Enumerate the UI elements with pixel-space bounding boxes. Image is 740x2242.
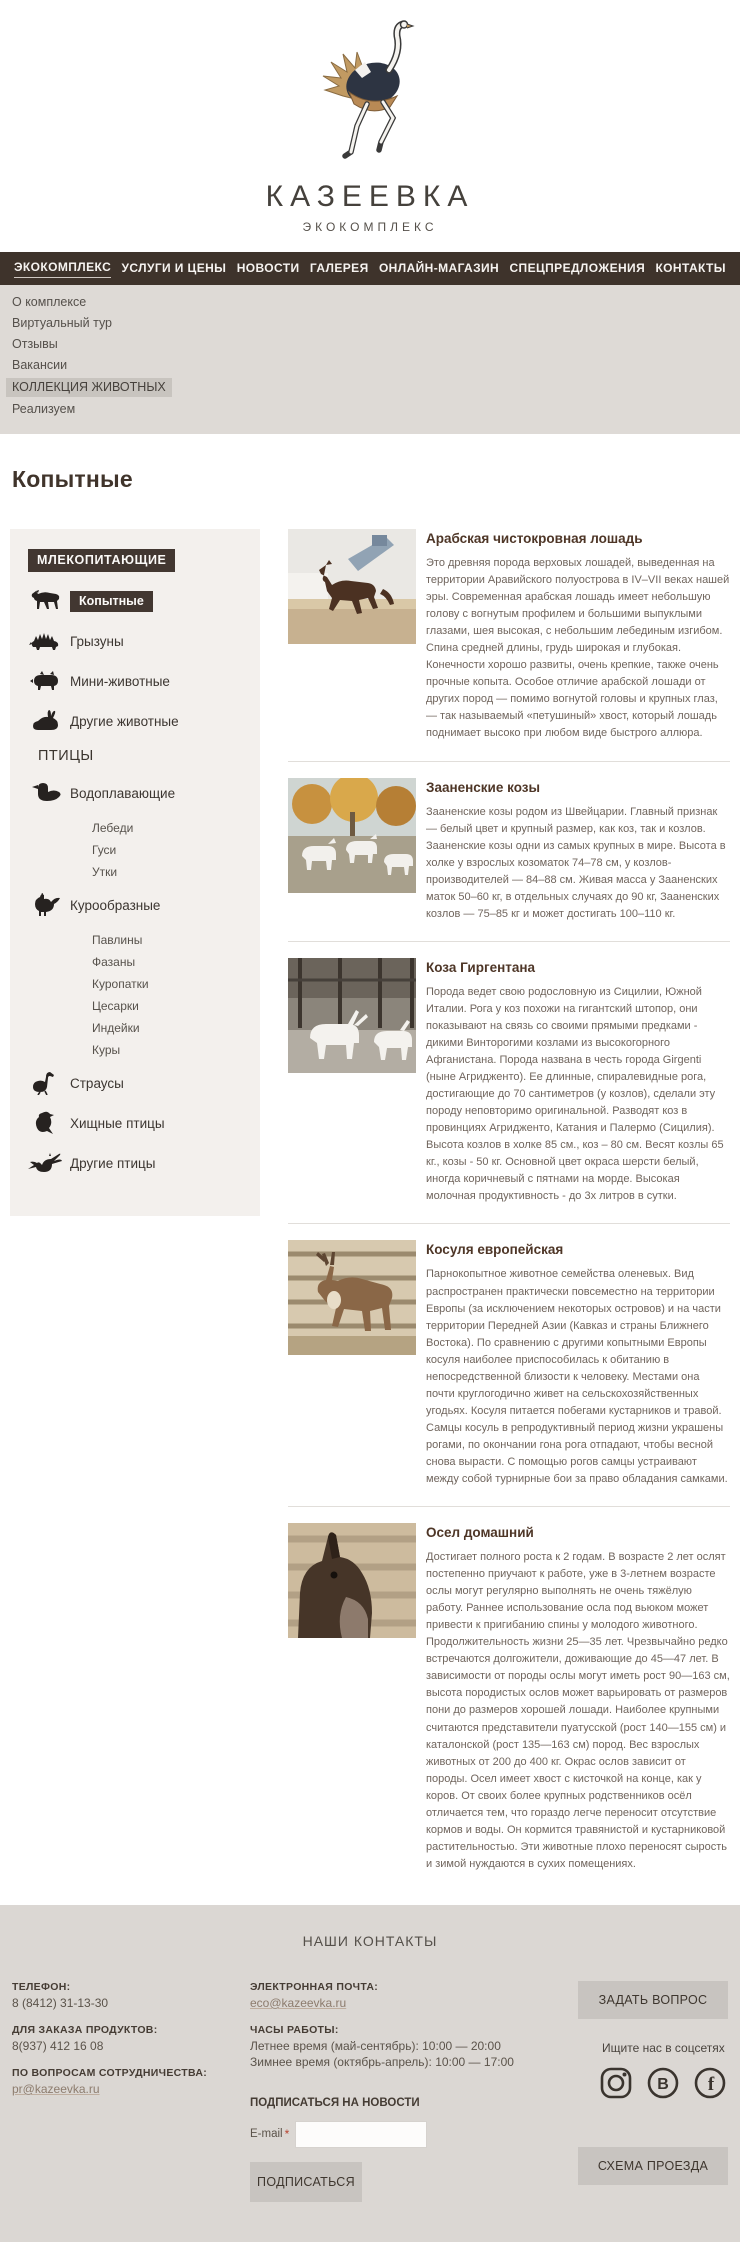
ostrich-beak: [407, 24, 413, 28]
sidebar-subitem-pheasants[interactable]: Фазаны: [92, 955, 136, 969]
subnav-item-vacancies[interactable]: Вакансии: [12, 358, 68, 372]
eagle-icon: [28, 1110, 62, 1136]
sub-nav: [0, 285, 740, 434]
animal-card-donkey: [288, 1523, 730, 1873]
card-title: Зааненские козы: [426, 779, 540, 795]
sidebar-item-label: Мини-животные: [70, 673, 170, 689]
site-header: [0, 0, 740, 252]
ostrich-icon: [28, 1070, 62, 1096]
girgentana-goat-photo: [288, 958, 416, 1073]
nav-item-ecocomplex[interactable]: ЭКОКОМПЛЕКС: [14, 260, 111, 278]
footer-heading: НАШИ КОНТАКТЫ: [302, 1932, 438, 1949]
animal-cards: [288, 529, 730, 1873]
subnav-item-virtual-tour[interactable]: Виртуальный тур: [12, 316, 112, 330]
animal-card-roe-deer: [288, 1240, 730, 1488]
sidebar-item-label: Другие птицы: [70, 1155, 156, 1171]
duck-icon: [28, 780, 62, 806]
subscribe-button[interactable]: ПОДПИСАТЬСЯ: [250, 2162, 362, 2202]
card-title: Арабская чистокровная лошадь: [426, 531, 643, 546]
hours-winter: Зимнее время (октябрь-апрель): 10:00 — 17:00: [250, 2054, 514, 2069]
divider: [288, 761, 730, 762]
nav-item-contacts[interactable]: КОНТАКТЫ: [655, 261, 726, 275]
required-marker: *: [284, 2127, 290, 2142]
footer-actions-column: [560, 1981, 728, 2202]
subscribe-block: [250, 2097, 560, 2202]
card-text: Достигает полного роста к 2 годам. В возрасте 2 лет ослят постепенно приучают к работе, уже в 3-летнем возрасте ослы могут регулярно выполнять не очень тяжёлую работу. Раннее использование осла под вьюком может привести к пригибанию спины у молодого животного. Продолжительность жизни 25—35 лет. Чрезвычайно редко встречаются долгожители, доживающие до 45—47 лет. В зависимости от породы ослы могут иметь рост 90—163 см, высота породистых ослов может варьировать от размеров пони до размеров хорошей лошади. Наиболее крупными считаются представители пуатусской (рост 140—155 см) и каталонской (рост 135—163 см) пород. Вес взрослых животных от 200 до 400 кг. Окрас ослов зависит от породы. Осел имеет хвост с кисточкой на конце, как у коров. От своих более крупных родственников осёл отличается тем, что гораздо легче переносит отсутствие кормов и воды. Он кормится травянистой и кустарниковой растительностью. Эти животные плохо переносят сырость и зимой нуждаются в сухих помещениях.: [426, 1551, 730, 1870]
sidebar-header-mammals[interactable]: МЛЕКОПИТАЮЩИЕ: [28, 549, 175, 572]
sidebar-subitem-geese[interactable]: Гуси: [92, 843, 117, 857]
sidebar-item-label: Хищные птицы: [70, 1115, 165, 1131]
animal-card-girgentana-goat: [288, 958, 730, 1206]
saanen-goats-photo: [288, 778, 416, 893]
order-label: ДЛЯ ЗАКАЗА ПРОДУКТОВ:: [12, 2023, 158, 2036]
sidebar-item-ungulates[interactable]: [28, 588, 260, 614]
sidebar: [10, 529, 260, 1216]
main-nav: [0, 252, 740, 285]
nav-item-shop[interactable]: ОНЛАЙН-МАГАЗИН: [378, 261, 500, 275]
sidebar-subitem-peacocks[interactable]: Павлины: [92, 933, 143, 947]
map-button[interactable]: СХЕМА ПРОЕЗДА: [578, 2147, 728, 2185]
sidebar-item-label: Копытные: [70, 591, 153, 612]
ostrich-head: [401, 21, 408, 28]
sidebar-item-other-animals[interactable]: [28, 708, 260, 734]
email-field-label: E-mail: [250, 2128, 283, 2141]
sidebar-item-waterfowl[interactable]: [28, 780, 260, 806]
social-icons: [598, 2065, 728, 2101]
sidebar-item-mini-animals[interactable]: [28, 668, 260, 694]
cooperation-label: ПО ВОПРОСАМ СОТРУДНИЧЕСТВА:: [12, 2066, 207, 2079]
pig-icon: [28, 668, 62, 694]
nav-item-offers[interactable]: СПЕЦПРЕДЛОЖЕНИЯ: [509, 261, 646, 275]
divider: [288, 1223, 730, 1224]
sidebar-item-rodents[interactable]: [28, 628, 260, 654]
sidebar-subitem-guinea-fowl[interactable]: Цесарки: [92, 999, 139, 1013]
phone-value: 8 (8412) 31-13-30: [12, 1995, 109, 2010]
sidebar-subitem-partridges[interactable]: Куропатки: [92, 977, 149, 991]
rabbit-icon: [28, 708, 62, 734]
ask-question-button[interactable]: ЗАДАТЬ ВОПРОС: [578, 1981, 728, 2019]
svg-text:f: f: [707, 2073, 715, 2095]
facebook-icon[interactable]: [692, 2065, 728, 2101]
card-text: Это древняя порода верховых лошадей, выведенная на территории Аравийского полуострова в IV–VII веках нашей эры. Современная арабская лошадь имеет небольшую голову с вогнутым профилем и большими выпуклыми глазами, шея высокая, с небольшим лебединым изгибом. Спина средней длины, грудь широкая и глубокая. Конечности хорошо развиты, очень крепкие, также очень прочные копыта. Особое отличие арабской лошади от других пород — помимо вогнутой головы и крупных глаз, — так называемый «петушиный» хвост, который лошадь поднимает высоко при любом виде быстрого аллюра.: [426, 557, 730, 740]
footer: [0, 1905, 740, 2242]
instagram-icon[interactable]: [598, 2065, 634, 2101]
nav-item-services[interactable]: УСЛУГИ И ЦЕНЫ: [121, 261, 227, 275]
nav-item-gallery[interactable]: ГАЛЕРЕЯ: [309, 261, 369, 275]
sidebar-subitem-swans[interactable]: Лебеди: [92, 821, 134, 835]
waterfowl-subitems: [92, 820, 260, 880]
sidebar-item-label: Страусы: [70, 1075, 124, 1091]
card-title: Косуля европейская: [426, 1242, 564, 1258]
sidebar-item-label: Другие животные: [70, 713, 179, 729]
sidebar-item-label: Грызуны: [70, 633, 124, 649]
donkey-photo: [288, 1523, 416, 1638]
card-text: Зааненские козы родом из Швейцарии. Главный признак — белый цвет и крупный размер, как коз, так и козлов. Зааненские козы одни из самых крупных в мире. Высота в холке у взрослых козоматок 74–78 см, у козлов-производителей — 84–88 см. Живая масса у Зааненских маток 50–60 кг, в отдельных случаях до 90 кг, Зааненских козлов — 75–85 кг и может достигать 100–110 кг.: [426, 805, 726, 920]
card-title: Осел домашний: [426, 1525, 534, 1541]
sidebar-item-ostriches[interactable]: [28, 1070, 260, 1096]
hours-label: ЧАСЫ РАБОТЫ:: [250, 2023, 339, 2036]
email-input[interactable]: [295, 2121, 427, 2148]
rooster-icon: [28, 892, 62, 918]
roe-deer-photo: [288, 1240, 416, 1355]
divider: [288, 1506, 730, 1507]
subnav-item-reviews[interactable]: Отзывы: [12, 337, 58, 351]
subscribe-heading: ПОДПИСАТЬСЯ НА НОВОСТИ: [250, 2096, 420, 2109]
footer-contacts-column: [12, 1981, 250, 2202]
order-phone-value: 8(937) 412 16 08: [12, 2038, 104, 2053]
sidebar-header-birds: ПТИЦЫ: [38, 748, 94, 764]
logo-subtitle: ЭКОКОМПЛЕКС: [302, 220, 438, 234]
content: [0, 529, 740, 1873]
galliformes-subitems: [92, 932, 260, 1058]
arabian-horse-photo: [288, 529, 416, 644]
page-title: Копытные: [12, 466, 133, 492]
animal-card-saanen-goats: [288, 778, 730, 923]
card-title: Коза Гиргентана: [426, 959, 536, 975]
svg-text:В: В: [657, 2075, 669, 2093]
sidebar-item-label: Водоплавающие: [70, 785, 176, 801]
social-label: Ищите нас в соцсетях: [602, 2040, 725, 2055]
animal-card-arabian-horse: [288, 529, 730, 743]
ostrich-logo-icon: [285, 18, 455, 178]
card-text: Парнокопытное животное семейства оленевых. Вид распространен практически повсеместно на территории Европы (за исключением некоторых островов) и на части территории Передней Азии (Кавказ и страны Ближнего Востока). По сравнению с другими копытными Европы косуля наиболее приспособилась к обитанию в непосредственной близости к человеку. Местами она почти круглогодично живет на сельскохозяйственных угодьях. Косуля питается побегами кустарников и травой. Самцы косуль в репродуктивный период жизни украшены рогами, по окончании гона рога отпадают, чтобы весной снова вырасти. С помощью рогов самцы устраивают между собой турнирные бои за право обладания самками.: [426, 1268, 728, 1486]
sidebar-subitem-ducks[interactable]: Утки: [92, 865, 118, 879]
email-label: ЭЛЕКТРОННАЯ ПОЧТА:: [250, 1980, 379, 1993]
sidebar-item-other-birds[interactable]: [28, 1150, 260, 1176]
sidebar-subitem-chickens[interactable]: Куры: [92, 1043, 121, 1057]
email-link[interactable]: eco@kazeevka.ru: [250, 1995, 347, 2010]
sidebar-subitem-turkeys[interactable]: Индейки: [92, 1021, 140, 1035]
porcupine-icon: [28, 628, 62, 654]
horse-icon: [28, 588, 62, 614]
footer-info-column: [250, 1981, 560, 2202]
subnav-item-animal-collection[interactable]: КОЛЛЕКЦИЯ ЖИВОТНЫХ: [6, 378, 172, 397]
nav-item-news[interactable]: НОВОСТИ: [236, 261, 300, 275]
card-text: Порода ведет свою родословную из Сицилии, Южной Италии. Рога у коз похожи на гигантский штопор, они показывают на связь со своими прямыми предками - дикими Винторогими козлами из высокогорного Афганистана. Порода названа в честь города Girgenti (ныне Агридженто). Ее длинные, спиралевидные рога, достигающие до 70 сантиметров (у козлов), сделали эту породу неповторимо оригинальной. Разводят коз в провинциях Агридженто, Катания и Палермо (Сицилия). Высота козлов в холке 85 см., коз – 80 см. Весят козлы 65 кг., козы - 50 кг. Основной цвет окраса шерсти белый, иногда коричневый с пятнами на морде. Высокая молочная продуктивность - до 3х литров в сутки.: [426, 985, 724, 1203]
sidebar-item-galliformes[interactable]: [28, 892, 260, 918]
peacock-icon: [28, 1150, 62, 1176]
divider: [288, 941, 730, 942]
vk-icon[interactable]: [645, 2065, 681, 2101]
sidebar-item-label: Курообразные: [70, 897, 161, 913]
hours-summer: Летнее время (май-сентябрь): 10:00 — 20:00: [250, 2038, 501, 2053]
cooperation-email-link[interactable]: pr@kazeevka.ru: [12, 2081, 100, 2096]
logo-title: КАЗЕЕВКА: [265, 180, 475, 213]
subnav-item-about[interactable]: О комплексе: [12, 295, 87, 309]
sidebar-item-birds-of-prey[interactable]: [28, 1110, 260, 1136]
phone-label: ТЕЛЕФОН:: [12, 1980, 71, 1993]
subnav-item-sale[interactable]: Реализуем: [12, 402, 76, 416]
